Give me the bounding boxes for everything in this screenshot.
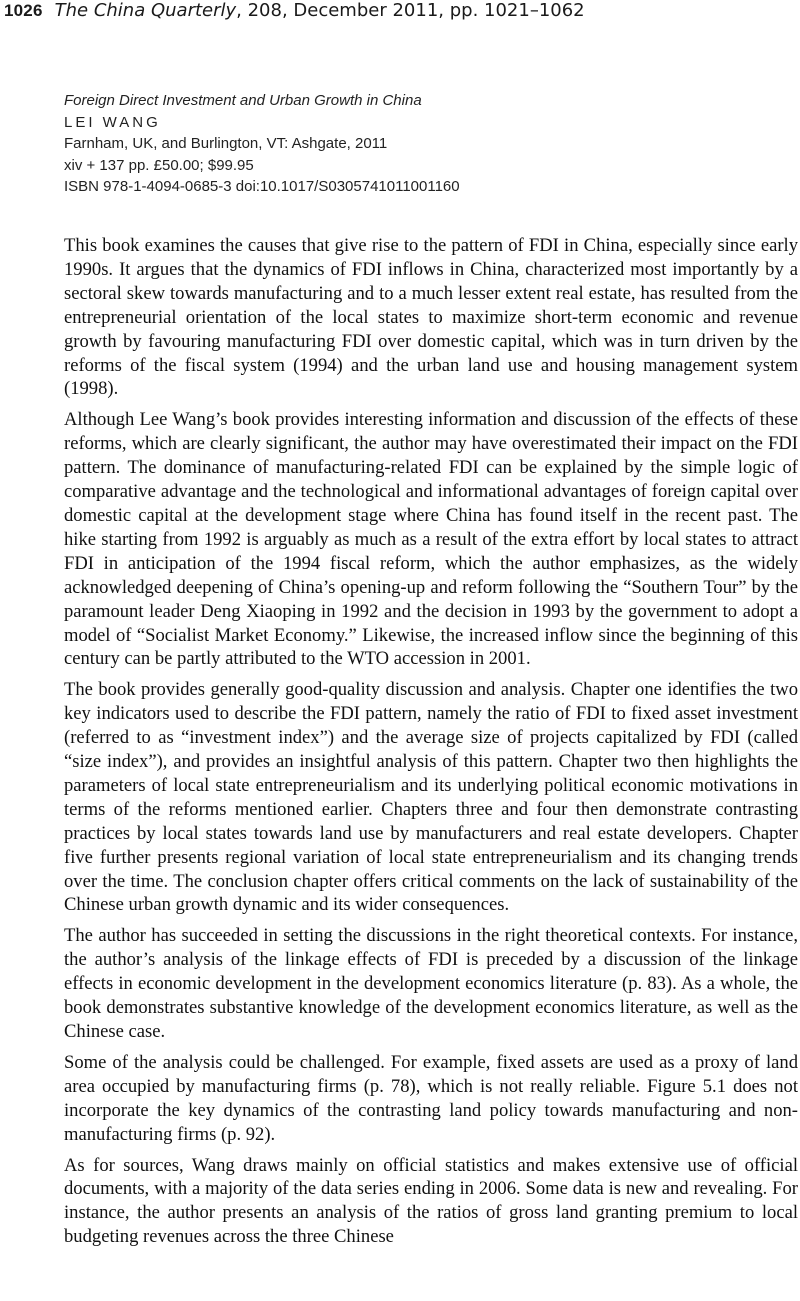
- page-number: 1026: [4, 1, 43, 20]
- review-paragraph: As for sources, Wang draws mainly on official statistics and makes extensive use of official documents, with a majority of the data series ending in 2006. Some data is new and revealing. For instance, the author presents an analysis of the ratios of gross land granting premium to local budgeting revenues across the three Chinese: [64, 1154, 798, 1248]
- review-paragraph: The book provides generally good-quality discussion and analysis. Chapter one identifies the two key indicators used to describe the FDI pattern, namely the ratio of FDI to fixed asset investment (referred to as “investment index”) and the average size of projects capitalized by FDI (called “size index”), and provides an insightful analysis of this pattern. Chapter two then highlights the parameters of local state entrepreneurialism and its underlying political economic motivations in terms of the reforms mentioned earlier. Chapters three and four then demonstrate contrasting practices by local states towards land use by manufacturers and real estate developers. Chapter five further presents regional variation of local state entrepreneurialism and its changing trends over the time. The conclusion chapter offers critical comments on the lack of sustainability of the Chinese urban growth dynamic and its wider consequences.: [64, 679, 798, 916]
- book-author: LEI WANG: [64, 113, 161, 131]
- book-citation-block: [64, 90, 764, 198]
- book-isbn-doi: ISBN 978-1-4094-0685-3 doi:10.1017/S0305741011001160: [64, 178, 460, 195]
- book-title: Foreign Direct Investment and Urban Growth in China: [64, 92, 422, 109]
- review-body: [64, 234, 798, 1256]
- review-paragraph: This book examines the causes that give rise to the pattern of FDI in China, especially since early 1990s. It argues that the dynamics of FDI inflows in China, characterized most importantly by a sectoral skew towards manufacturing and to a much lesser extent real estate, has resulted from the entrepreneurial orientation of the local states to maximize short-term economic and revenue growth by favouring manufacturing FDI over domestic capital, which was in turn driven by the reforms of the fiscal system (1994) and the urban land use and housing management system (1998).: [64, 235, 798, 400]
- book-publisher: Farnham, UK, and Burlington, VT: Ashgate, 2011: [64, 135, 388, 152]
- journal-name: The China Quarterly: [54, 0, 237, 21]
- review-paragraph: Although Lee Wang’s book provides interesting information and discussion of the effects of these reforms, which are clearly significant, the author may have overestimated their impact on the FDI pattern. The dominance of manufacturing-related FDI can be explained by the simple logic of comparative advantage and the technological and informational advantages of foreign capital over domestic capital at the development stage where China has found itself in the recent past. The hike starting from 1992 is arguably as much as a result of the extra effort by local states to attract FDI in anticipation of the 1994 fiscal reform, which the author emphasizes, as the widely acknowledged deepening of China’s opening-up and reform following the “Southern Tour” by the paramount leader Deng Xiaoping in 1992 and the decision in 1993 by the government to adopt a model of “Socialist Market Economy.” Likewise, the increased inflow since the beginning of this century can be partly attributed to the WTO accession in 2001.: [64, 409, 798, 670]
- review-paragraph: The author has succeeded in setting the discussions in the right theoretical contexts. For instance, the author’s analysis of the linkage effects of FDI is preceded by a discussion of the linkage effects in economic development in the development economics literature (p. 83). As a whole, the book demonstrates substantive knowledge of the development economics literature, as well as the Chinese case.: [64, 925, 798, 1042]
- journal-issue: , 208, December 2011, pp. 1021–1062: [236, 0, 585, 21]
- running-header: [4, 0, 796, 30]
- journal-citation: [55, 0, 585, 21]
- review-paragraph: Some of the analysis could be challenged. For example, fixed assets are used as a proxy of land area occupied by manufacturing firms (p. 78), which is not really reliable. Figure 5.1 does not incorporate the key dynamics of the contrasting land policy towards manufacturing and non-manufacturing firms (p. 92).: [64, 1051, 798, 1145]
- book-pages-price: xiv + 137 pp. £50.00; $99.95: [64, 156, 254, 174]
